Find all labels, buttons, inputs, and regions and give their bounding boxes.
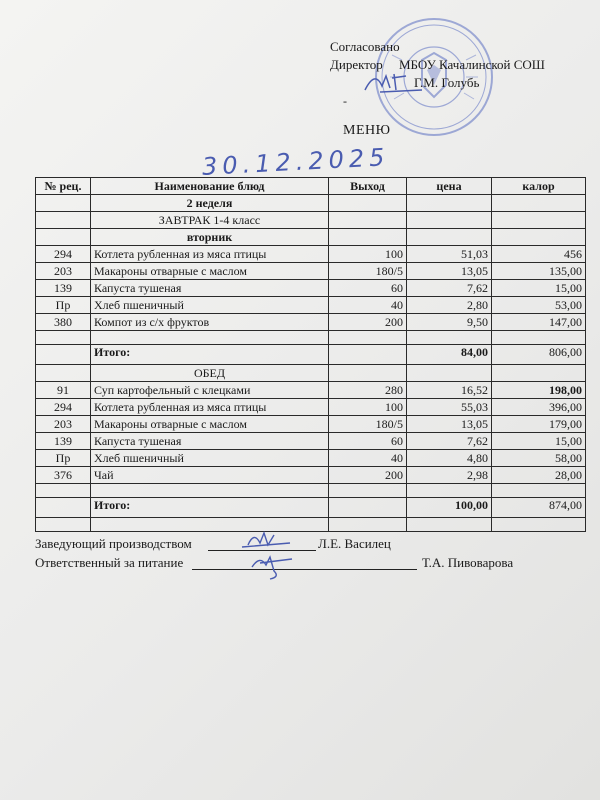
school-name: МБОУ Качалинской СОШ: [399, 57, 545, 72]
dish-price: 55,03: [407, 399, 492, 416]
table-row: [36, 433, 586, 450]
dish-output: 180/5: [329, 416, 407, 433]
table-row: [36, 416, 586, 433]
dish-calories: 15,00: [492, 433, 586, 450]
table-row: [36, 399, 586, 416]
dish-price: 7,62: [407, 280, 492, 297]
dish-name: Котлета рубленная из мяса птицы: [91, 246, 329, 263]
dish-price: 51,03: [407, 246, 492, 263]
production-manager-name: Л.Е. Василец: [318, 536, 391, 551]
director-signature: [360, 62, 430, 102]
dish-output: 200: [329, 467, 407, 484]
recipe-code: 139: [36, 280, 91, 297]
col-recipe-header: № рец.: [36, 178, 91, 195]
dish-name: Суп картофельный с клецками: [91, 382, 329, 399]
dish-output: 100: [329, 246, 407, 263]
breakfast-title: ЗАВТРАК 1-4 класс: [91, 212, 329, 229]
menu-title: МЕНЮ: [343, 123, 391, 138]
table-row: [36, 467, 586, 484]
dish-price: 9,50: [407, 314, 492, 331]
production-manager-line: [35, 536, 391, 552]
dish-price: 13,05: [407, 416, 492, 433]
dish-calories: 179,00: [492, 416, 586, 433]
recipe-code: 203: [36, 416, 91, 433]
dish-name: Капуста тушеная: [91, 280, 329, 297]
dish-name: Компот из с/х фруктов: [91, 314, 329, 331]
empty-row: [36, 484, 586, 498]
dish-name: Макароны отварные с маслом: [91, 263, 329, 280]
breakfast-total-row: [36, 345, 586, 365]
table-row: [36, 314, 586, 331]
table-row: [36, 280, 586, 297]
dish-calories: 396,00: [492, 399, 586, 416]
dish-calories: 53,00: [492, 297, 586, 314]
dish-price: 7,62: [407, 433, 492, 450]
nutrition-responsible-label: Ответственный за питание: [35, 555, 184, 570]
staff-signatures: [230, 527, 310, 582]
nutrition-responsible-name: Т.А. Пивоварова: [422, 555, 514, 570]
nutrition-responsible-line: [35, 555, 514, 571]
table-header-row: [36, 178, 586, 195]
dish-calories: 15,00: [492, 280, 586, 297]
dish-calories: 456: [492, 246, 586, 263]
empty-row: [36, 518, 586, 532]
dish-name: Макароны отварные с маслом: [91, 416, 329, 433]
header-dash: -: [343, 94, 347, 108]
approved-label: Согласовано: [330, 39, 400, 54]
week-label: 2 неделя: [91, 195, 329, 212]
week-row: [36, 195, 586, 212]
dish-price: 2,80: [407, 297, 492, 314]
recipe-code: 294: [36, 399, 91, 416]
table-row: [36, 450, 586, 467]
table-row: [36, 246, 586, 263]
dish-price: 13,05: [407, 263, 492, 280]
dish-price: 2,98: [407, 467, 492, 484]
day-row: [36, 229, 586, 246]
dish-output: 100: [329, 399, 407, 416]
table-row: [36, 263, 586, 280]
dish-name: Чай: [91, 467, 329, 484]
breakfast-total-price: 84,00: [407, 345, 492, 365]
col-calories-header: калор: [492, 178, 586, 195]
dish-output: 40: [329, 450, 407, 467]
dish-calories: 58,00: [492, 450, 586, 467]
lunch-total-price: 100,00: [407, 498, 492, 518]
dish-output: 180/5: [329, 263, 407, 280]
lunch-title: ОБЕД: [91, 365, 329, 382]
lunch-rows: [36, 382, 586, 484]
breakfast-title-row: [36, 212, 586, 229]
dish-calories: 198,00: [492, 382, 586, 399]
recipe-code: 139: [36, 433, 91, 450]
dish-calories: 147,00: [492, 314, 586, 331]
recipe-code: 380: [36, 314, 91, 331]
lunch-total-label: Итого:: [91, 498, 329, 518]
director-title: Директор: [330, 57, 383, 72]
dish-price: 16,52: [407, 382, 492, 399]
recipe-code: Пр: [36, 450, 91, 467]
table-row: [36, 382, 586, 399]
dish-name: Котлета рубленная из мяса птицы: [91, 399, 329, 416]
dish-name: Хлеб пшеничный: [91, 450, 329, 467]
recipe-code: 376: [36, 467, 91, 484]
col-price-header: цена: [407, 178, 492, 195]
production-manager-label: Заведующий производством: [35, 536, 192, 551]
lunch-total-cal: 874,00: [492, 498, 586, 518]
table-row: [36, 297, 586, 314]
breakfast-rows: [36, 246, 586, 331]
dish-calories: 135,00: [492, 263, 586, 280]
dish-output: 60: [329, 433, 407, 450]
lunch-total-row: [36, 498, 586, 518]
col-output-header: Выход: [329, 178, 407, 195]
breakfast-total-cal: 806,00: [492, 345, 586, 365]
dish-name: Хлеб пшеничный: [91, 297, 329, 314]
dish-output: 60: [329, 280, 407, 297]
lunch-title-row: [36, 365, 586, 382]
recipe-code: Пр: [36, 297, 91, 314]
dish-calories: 28,00: [492, 467, 586, 484]
dish-output: 40: [329, 297, 407, 314]
dish-price: 4,80: [407, 450, 492, 467]
empty-row: [36, 331, 586, 345]
recipe-code: 91: [36, 382, 91, 399]
dish-output: 280: [329, 382, 407, 399]
recipe-code: 294: [36, 246, 91, 263]
col-dish-header: Наименование блюд: [91, 178, 329, 195]
breakfast-total-label: Итого:: [91, 345, 329, 365]
dish-output: 200: [329, 314, 407, 331]
menu-table: [35, 177, 586, 532]
dish-name: Капуста тушеная: [91, 433, 329, 450]
day-label: вторник: [91, 229, 329, 246]
director-name: Г.М. Голубь: [414, 75, 480, 90]
recipe-code: 203: [36, 263, 91, 280]
handwritten-date: 30.12.2025: [201, 143, 391, 181]
